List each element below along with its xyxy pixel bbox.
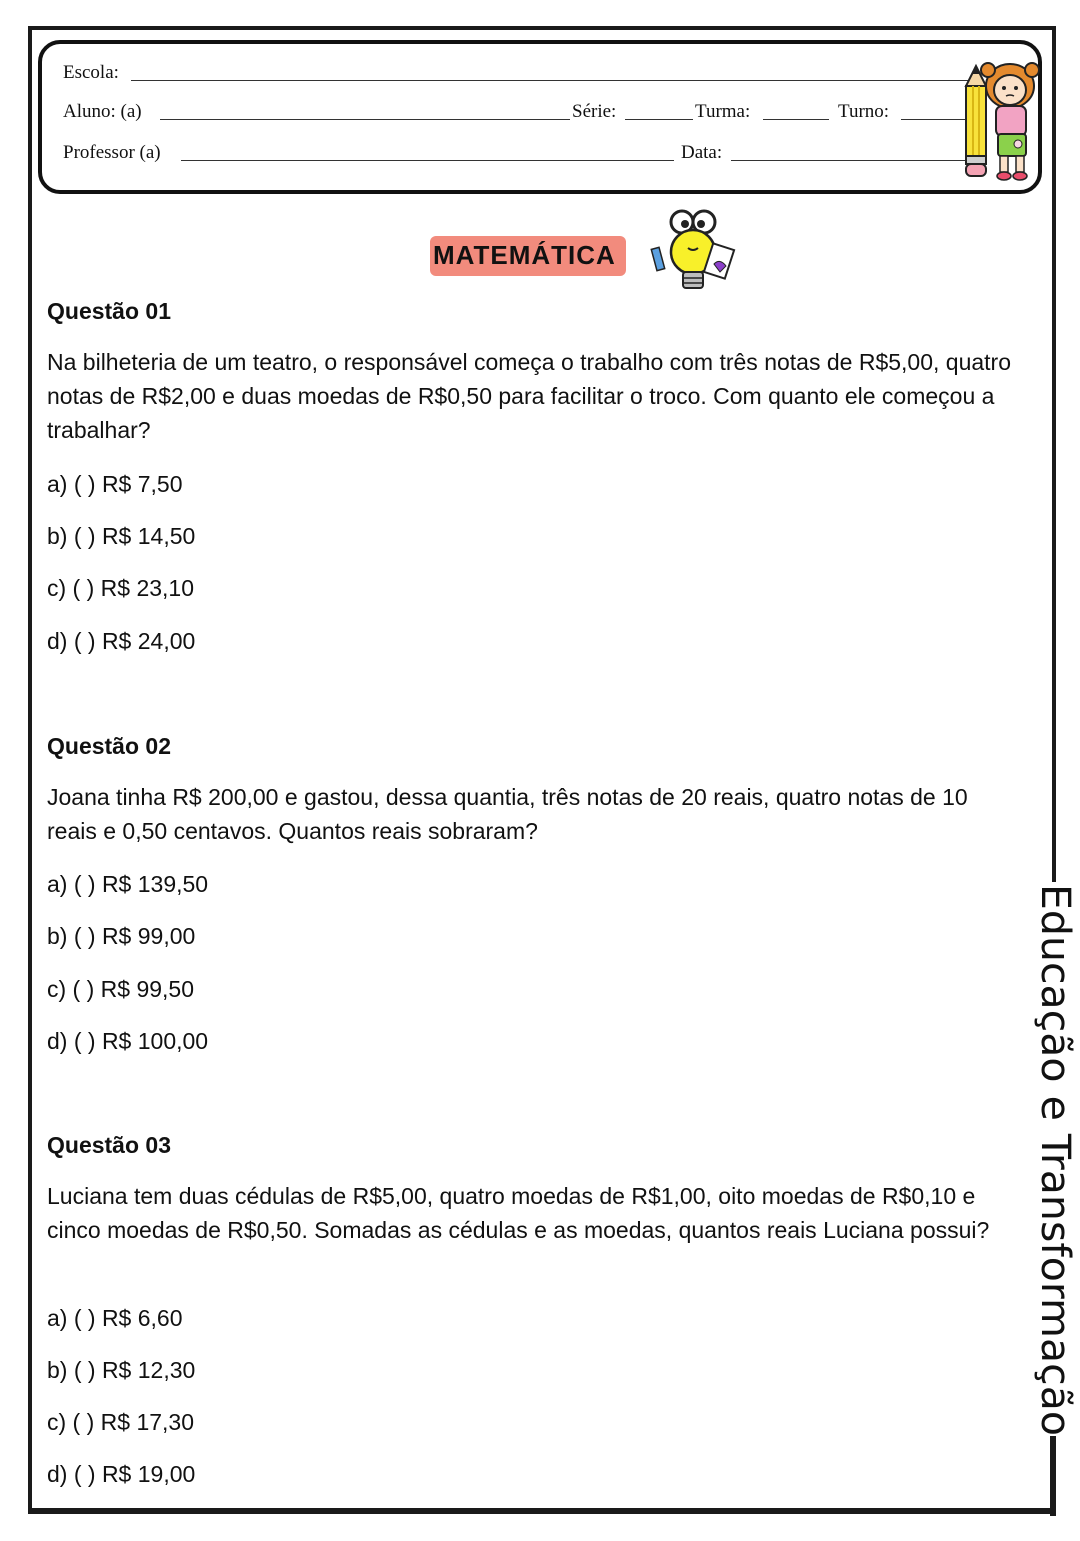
question-1-option-d[interactable]: d) ( ) R$ 24,00	[47, 628, 196, 654]
question-3-option-a[interactable]: a) ( ) R$ 6,60	[47, 1305, 183, 1331]
data-field[interactable]	[731, 160, 969, 161]
frame-right-border-bottom	[1050, 1436, 1056, 1516]
lightbulb-icon	[648, 206, 740, 298]
girl-pencil-icon	[960, 56, 1040, 186]
turno-label: Turno:	[838, 101, 890, 122]
header-box	[38, 40, 1042, 194]
question-2-text: Joana tinha R$ 200,00 e gastou, dessa quantia, três notas de 20 reais, quatro notas de 10 reais e 0,50 centavos. Quantos reais sobraram?	[47, 784, 968, 844]
aluno-field[interactable]	[160, 119, 570, 120]
side-brand-text	[1012, 880, 1080, 1440]
question-2-option-c[interactable]: c) ( ) R$ 99,50	[47, 976, 194, 1002]
serie-field[interactable]	[625, 119, 693, 120]
question-1-option-b[interactable]: b) ( ) R$ 14,50	[47, 523, 196, 549]
side-brand-label: Educação e Transformação	[1032, 884, 1078, 1422]
question-2-option-b[interactable]: b) ( ) R$ 99,00	[47, 923, 196, 949]
professor-label: Professor (a)	[63, 142, 161, 163]
escola-field[interactable]	[131, 80, 969, 81]
turno-field[interactable]	[901, 119, 967, 120]
question-1-option-c[interactable]: c) ( ) R$ 23,10	[47, 575, 194, 601]
professor-field[interactable]	[181, 160, 674, 161]
question-1-title: Questão 01	[47, 298, 171, 324]
question-3-text: Luciana tem duas cédulas de R$5,00, quatro moedas de R$1,00, oito moedas de R$0,10 e cinco moedas de R$0,50. Somadas as cédulas e as moedas, quantos reais Luciana possui?	[47, 1183, 990, 1243]
escola-label: Escola:	[63, 62, 119, 83]
turma-label: Turma:	[695, 101, 751, 122]
question-3-option-d[interactable]: d) ( ) R$ 19,00	[47, 1461, 196, 1487]
question-3-option-b[interactable]: b) ( ) R$ 12,30	[47, 1357, 196, 1383]
subject-title-wrap	[430, 236, 626, 276]
question-3-option-c[interactable]: c) ( ) R$ 17,30	[47, 1409, 194, 1435]
frame-right-border	[1052, 26, 1056, 882]
question-2-title: Questão 02	[47, 733, 171, 759]
turma-field[interactable]	[763, 119, 829, 120]
aluno-label: Aluno: (a)	[63, 101, 142, 122]
question-1-text: Na bilheteria de um teatro, o responsável começa o trabalho com três notas de R$5,00, quatro notas de R$2,00 e duas moedas de R$0,50 para facilitar o troco. Com quanto ele começou a trabalhar?	[47, 349, 1011, 443]
question-2-option-a[interactable]: a) ( ) R$ 139,50	[47, 871, 209, 897]
serie-label: Série:	[572, 101, 617, 122]
subject-title: MATEMÁTICA	[430, 236, 626, 276]
question-3-title: Questão 03	[47, 1132, 171, 1158]
question-1-option-a[interactable]: a) ( ) R$ 7,50	[47, 471, 183, 497]
data-label: Data:	[681, 142, 723, 163]
question-2-option-d[interactable]: d) ( ) R$ 100,00	[47, 1028, 209, 1054]
